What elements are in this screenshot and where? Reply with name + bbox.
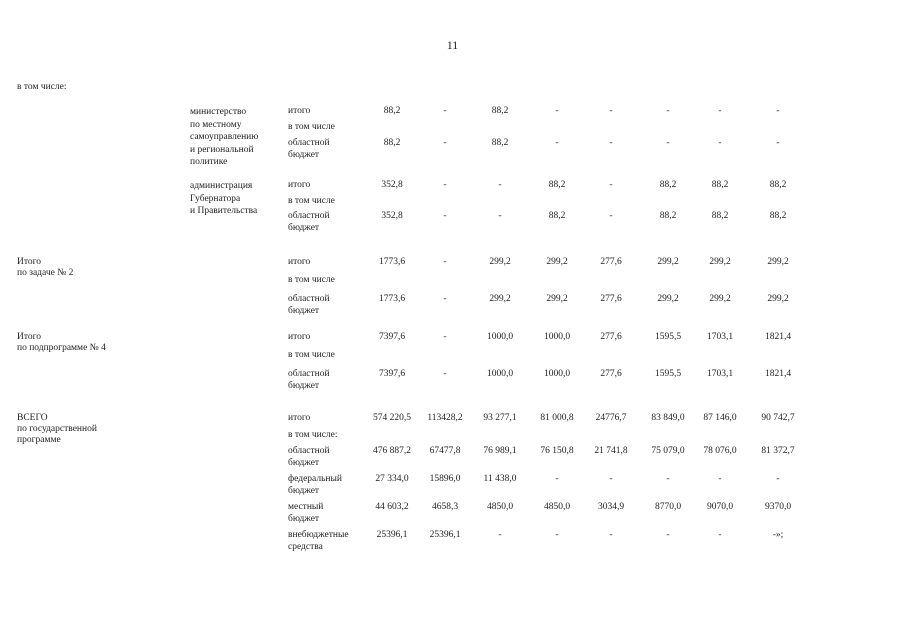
table-cell: - <box>718 106 722 116</box>
table-cell: 1703,1 <box>706 332 734 342</box>
table-cell: - <box>443 180 447 190</box>
table-cell: 1821,4 <box>764 369 792 379</box>
table-cell: - <box>666 474 670 484</box>
row-label-line: итого <box>288 413 311 423</box>
block-label-line: по государственной <box>17 424 97 434</box>
table-cell: 4850,0 <box>486 502 514 512</box>
table-cell: 1703,1 <box>706 369 734 379</box>
table-cell: 1000,0 <box>486 332 514 342</box>
table-cell: 299,2 <box>489 257 511 267</box>
row-label <box>288 332 310 344</box>
row-label-line: местный <box>288 502 324 512</box>
table-cell: -»; <box>772 530 784 540</box>
row-label <box>288 122 335 134</box>
table-cell: 87 146,0 <box>703 413 737 423</box>
row-label-line: областной <box>288 446 330 456</box>
table-cell: 1000,0 <box>486 369 514 379</box>
row-label-line: итого <box>288 180 311 190</box>
row-label-line: бюджет <box>288 149 320 160</box>
organization-label-line: министерство <box>190 107 247 117</box>
organization-label-line: и региональной <box>190 144 254 155</box>
table-cell: - <box>718 530 722 540</box>
row-label-line: областной <box>288 369 330 379</box>
table-cell: 11 438,0 <box>483 474 517 484</box>
table-cell: 277,6 <box>600 257 622 267</box>
table-cell: 76 989,1 <box>483 446 517 456</box>
row-label-line: бюджет <box>288 513 320 524</box>
row-label-line: в том числе <box>288 350 335 360</box>
row-label <box>288 369 330 392</box>
table-cell: - <box>609 180 613 190</box>
row-label <box>288 257 310 269</box>
table-cell: 299,2 <box>709 257 731 267</box>
table-cell: - <box>498 211 502 221</box>
table-cell: - <box>666 138 670 148</box>
row-label-line: в том числе: <box>288 430 338 440</box>
table-cell: 9370,0 <box>764 502 792 512</box>
table-cell: 299,2 <box>657 294 679 304</box>
table-cell: 88,2 <box>711 180 729 190</box>
table-cell: 4850,0 <box>543 502 571 512</box>
row-label-line: областной <box>288 294 330 304</box>
table-cell: 277,6 <box>600 294 622 304</box>
table-cell: 476 887,2 <box>373 446 411 456</box>
table-cell: 83 849,0 <box>651 413 685 423</box>
table-cell: - <box>609 211 613 221</box>
organization-label-line: по местному <box>190 119 242 130</box>
table-cell: 4658,3 <box>431 502 459 512</box>
table-cell: 299,2 <box>767 257 789 267</box>
block-label <box>17 413 97 446</box>
block-label-line: Итого <box>17 257 42 267</box>
table-cell: 93 277,1 <box>483 413 517 423</box>
table-cell: - <box>555 106 559 116</box>
table-cell: 1773,6 <box>378 294 406 304</box>
row-label-line: областной <box>288 211 330 221</box>
table-cell: 352,8 <box>381 211 403 221</box>
table-cell: 25396,1 <box>376 530 408 540</box>
table-cell: 81 000,8 <box>540 413 574 423</box>
organization-label-line: Губернатора <box>190 193 241 204</box>
row-label-line: внебюджетные <box>288 530 349 540</box>
row-label-line: итого <box>288 257 311 267</box>
row-label <box>288 413 310 425</box>
row-label-line: бюджет <box>288 380 320 391</box>
table-cell: - <box>718 474 722 484</box>
organization-label <box>190 106 258 169</box>
table-cell: 88,2 <box>711 211 729 221</box>
table-cell: - <box>609 138 613 148</box>
row-label-line: бюджет <box>288 305 320 316</box>
row-label-line: средства <box>288 541 323 552</box>
table-cell: 25396,1 <box>429 530 461 540</box>
row-label <box>288 138 330 161</box>
table-cell: 88,2 <box>383 138 401 148</box>
table-cell: - <box>443 211 447 221</box>
table-cell: 8770,0 <box>654 502 682 512</box>
row-label-line: областной <box>288 138 330 148</box>
table-cell: 277,6 <box>600 332 622 342</box>
row-label-line: итого <box>288 332 311 342</box>
row-label <box>288 502 323 525</box>
table-cell: 7397,6 <box>378 369 406 379</box>
table-cell: - <box>443 294 447 304</box>
table-cell: - <box>776 138 780 148</box>
row-label <box>288 350 335 362</box>
row-label <box>288 180 310 192</box>
table-cell: 1821,4 <box>764 332 792 342</box>
table-cell: 88,2 <box>548 211 566 221</box>
row-label <box>288 196 335 208</box>
table-cell: 352,8 <box>381 180 403 190</box>
table-cell: - <box>498 530 502 540</box>
organization-label-line: политике <box>190 157 228 167</box>
table-cell: 67477,8 <box>429 446 461 456</box>
table-cell: - <box>443 257 447 267</box>
table-cell: 88,2 <box>548 180 566 190</box>
table-cell: - <box>609 474 613 484</box>
table-cell: 9070,0 <box>706 502 734 512</box>
table-cell: 574 220,5 <box>373 413 411 423</box>
table-cell: 76 150,8 <box>540 446 574 456</box>
row-label <box>288 446 330 469</box>
table-cell: 3034,9 <box>597 502 625 512</box>
table-cell: 21 741,8 <box>594 446 628 456</box>
table-cell: - <box>555 138 559 148</box>
block-label-line: по задаче № 2 <box>17 268 74 278</box>
table-cell: 88,2 <box>491 138 509 148</box>
table-cell: 7397,6 <box>378 332 406 342</box>
table-cell: 27 334,0 <box>375 474 409 484</box>
table-cell: - <box>555 474 559 484</box>
table-cell: 1000,0 <box>543 369 571 379</box>
row-label <box>288 530 349 553</box>
table-cell: 299,2 <box>489 294 511 304</box>
row-label <box>288 294 330 317</box>
row-label-line: бюджет <box>288 485 320 496</box>
table-cell: 88,2 <box>769 211 787 221</box>
table-cell: 299,2 <box>546 294 568 304</box>
row-label-line: в том числе <box>288 196 335 206</box>
table-cell: - <box>776 474 780 484</box>
table-cell: - <box>666 106 670 116</box>
table-cell: 1595,5 <box>654 332 682 342</box>
table-cell: 81 372,7 <box>761 446 795 456</box>
table-cell: 299,2 <box>767 294 789 304</box>
table-cell: 24776,7 <box>595 413 627 423</box>
row-label <box>288 430 338 442</box>
row-label-line: итого <box>288 106 311 116</box>
table-cell: 15896,0 <box>429 474 461 484</box>
table-cell: 88,2 <box>769 180 787 190</box>
table-cell: 90 742,7 <box>761 413 795 423</box>
block-label-line: ВСЕГО <box>17 413 48 423</box>
table-cell: - <box>666 530 670 540</box>
row-label-line: в том числе <box>288 275 335 285</box>
table-cell: 299,2 <box>657 257 679 267</box>
table-cell: 1595,5 <box>654 369 682 379</box>
organization-label <box>190 180 257 218</box>
intro-text: в том числе: <box>17 82 67 92</box>
table-cell: 1000,0 <box>543 332 571 342</box>
table-cell: 1773,6 <box>378 257 406 267</box>
table-cell: 88,2 <box>383 106 401 116</box>
table-cell: 44 603,2 <box>375 502 409 512</box>
row-label-line: в том числе <box>288 122 335 132</box>
table-cell: 299,2 <box>546 257 568 267</box>
row-label-line: федеральный <box>288 474 342 484</box>
organization-label-line: самоуправлению <box>190 132 259 142</box>
row-label <box>288 106 310 118</box>
table-cell: 113428,2 <box>427 413 463 423</box>
organization-label-line: администрация <box>190 181 253 191</box>
table-cell: 88,2 <box>491 106 509 116</box>
row-label <box>288 211 330 234</box>
table-cell: - <box>555 530 559 540</box>
table-cell: 277,6 <box>600 369 622 379</box>
block-label <box>17 332 106 354</box>
block-label <box>17 257 73 279</box>
table-cell: - <box>443 106 447 116</box>
table-cell: - <box>609 530 613 540</box>
row-label <box>288 275 335 287</box>
table-cell: - <box>776 106 780 116</box>
organization-label-line: и Правительства <box>190 206 258 216</box>
table-cell: 299,2 <box>709 294 731 304</box>
page-number: 11 <box>446 38 459 52</box>
table-cell: - <box>443 332 447 342</box>
table-cell: - <box>443 369 447 379</box>
row-label <box>288 474 342 497</box>
table-cell: 75 079,0 <box>651 446 685 456</box>
block-label-line: по подпрограмме № 4 <box>17 343 106 353</box>
table-cell: - <box>498 180 502 190</box>
table-cell: 88,2 <box>659 211 677 221</box>
block-label-line: Итого <box>17 332 42 342</box>
row-label-line: бюджет <box>288 222 320 233</box>
table-cell: 88,2 <box>659 180 677 190</box>
table-cell: - <box>609 106 613 116</box>
row-label-line: бюджет <box>288 457 320 468</box>
table-cell: - <box>443 138 447 148</box>
block-label-line: программе <box>17 435 61 445</box>
table-cell: - <box>718 138 722 148</box>
table-cell: 78 076,0 <box>703 446 737 456</box>
